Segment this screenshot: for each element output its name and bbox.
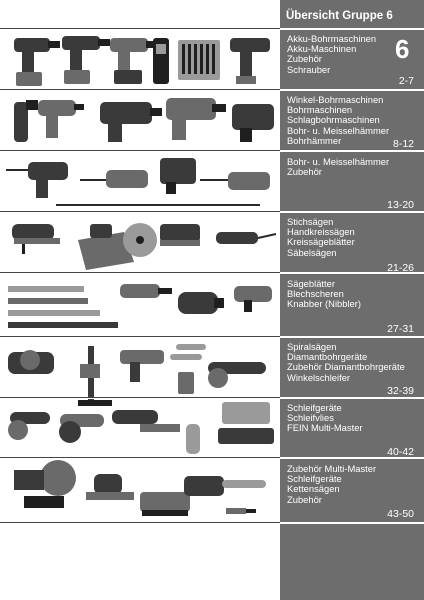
section-items: [287, 279, 361, 310]
nibbler-icon: [178, 292, 224, 314]
section-item: Kreissägeblätter: [287, 236, 355, 248]
row-separator-left: [0, 272, 280, 273]
section-item: Handkreissägen: [287, 226, 355, 238]
reciprocating-saw-icon: [216, 232, 276, 244]
demolition-hammer-icon: [232, 104, 274, 142]
section-pages: 27-31: [387, 323, 414, 335]
section-items: [287, 217, 355, 258]
rotary-hammer-icon: [166, 98, 226, 140]
section-item: Stichsägen: [287, 216, 334, 227]
section-pages: 8-12: [392, 138, 414, 150]
saw-blades-icon: [8, 286, 118, 328]
row-separator-left: [0, 397, 280, 398]
section-item: Schlagbohrmaschinen: [287, 114, 380, 126]
hammer-drill-icon: [6, 162, 68, 198]
metal-shear-icon: [234, 286, 272, 312]
section-items: [287, 342, 405, 383]
laser-meter-icon: [153, 38, 169, 84]
section-item: Akku-Maschinen: [287, 43, 357, 55]
circular-saw-icon: [160, 224, 200, 246]
section-item: Winkel-Bohrmaschinen: [287, 94, 384, 105]
cordless-drill-icon: [14, 38, 60, 86]
core-bit-icon: [170, 344, 206, 394]
section-items: [287, 95, 389, 146]
angle-grinder-icon: [208, 362, 266, 388]
section-item: Schleifgeräte: [287, 473, 342, 485]
section-item: Kettensägen: [287, 483, 340, 495]
section-item: Zubehör: [287, 493, 322, 505]
row-separator-left: [0, 211, 280, 212]
section-item: Bohr- u. Meisselhämmer: [287, 156, 390, 167]
index-title: Übersicht Gruppe 6: [286, 10, 393, 22]
sanding-fleece-icon: [186, 424, 200, 454]
section-items: [287, 464, 376, 505]
orbital-sander-icon: [86, 474, 134, 500]
section-pages: 13-20: [387, 199, 414, 211]
cordless-drill-icon: [62, 36, 110, 84]
row-separator-left: [0, 150, 280, 151]
spiral-saw-icon: [8, 350, 54, 374]
chainsaw-icon: [184, 476, 266, 496]
drill-icon: [38, 100, 84, 138]
metal-shear-icon: [120, 284, 172, 298]
rotary-hammer-icon: [100, 102, 162, 142]
row-separator-left: [0, 89, 280, 90]
section-pages: 2-7: [398, 75, 414, 87]
group-number: 6: [395, 34, 410, 64]
section-item: Sägeblätter: [287, 278, 335, 289]
row-separator-left: [0, 336, 280, 337]
angle-drill-icon: [14, 100, 38, 142]
section-item: Schleifgeräte: [287, 402, 342, 413]
index-header: [280, 0, 424, 28]
section-item: Zubehör: [287, 53, 322, 65]
multimaster-case-icon: [218, 402, 274, 444]
angle-grinder-icon: [59, 414, 104, 443]
jigsaw-icon: [12, 224, 60, 254]
section-items: [287, 157, 389, 177]
angle-grinder-icon: [8, 412, 50, 440]
breaker-hammer-icon: [160, 158, 196, 194]
belt-grinder-icon: [112, 410, 180, 432]
section-item: Bohr- u. Meisselhämmer: [287, 124, 390, 136]
section-items: [287, 403, 363, 434]
section-item: Blechscheren: [287, 288, 344, 300]
core-drill-motor-icon: [120, 350, 164, 382]
section-pages: 43-50: [387, 508, 414, 520]
cordless-drill-icon: [110, 38, 156, 84]
row-separator-left: [0, 28, 280, 29]
section-item: Zubehör: [287, 166, 322, 178]
multimaster-blade-icon: [14, 460, 76, 508]
hammer-drill-icon: [200, 172, 270, 190]
saw-blade-icon: [123, 223, 157, 257]
section-item: Zubehör Diamantbohrgeräte: [287, 361, 405, 373]
section-item: Winkelschleifer: [287, 371, 351, 383]
section-pages: 32-39: [387, 385, 414, 397]
hammer-drill-icon: [80, 170, 148, 188]
section-item: Spiralsägen: [287, 341, 337, 352]
section-item: Knabber (Nibbler): [287, 298, 361, 310]
section-item: FEIN Multi-Master: [287, 422, 363, 434]
section-item: Bohrmaschinen: [287, 104, 353, 116]
bit-set-case-icon: [178, 40, 220, 80]
section-item: Säbelsägen: [287, 246, 337, 258]
belt-sander-icon: [140, 492, 190, 516]
section-item: Akku-Bohrmaschinen: [287, 33, 377, 44]
section-pages: 21-26: [387, 262, 414, 274]
section-item: Zubehör Multi-Master: [287, 463, 377, 474]
section-pages: 40-42: [387, 446, 414, 458]
section-item: Schrauber: [287, 63, 331, 75]
section-item: Schleifvlies: [287, 412, 334, 424]
row-separator-left: [0, 522, 280, 523]
section-item: Diamantbohrgeräte: [287, 351, 368, 363]
section-items: [287, 34, 376, 75]
impact-driver-icon: [230, 38, 270, 84]
row-separator-left: [0, 457, 280, 458]
spark-plug-icon: [226, 508, 256, 514]
section-item: Bohrhämmer: [287, 134, 342, 146]
